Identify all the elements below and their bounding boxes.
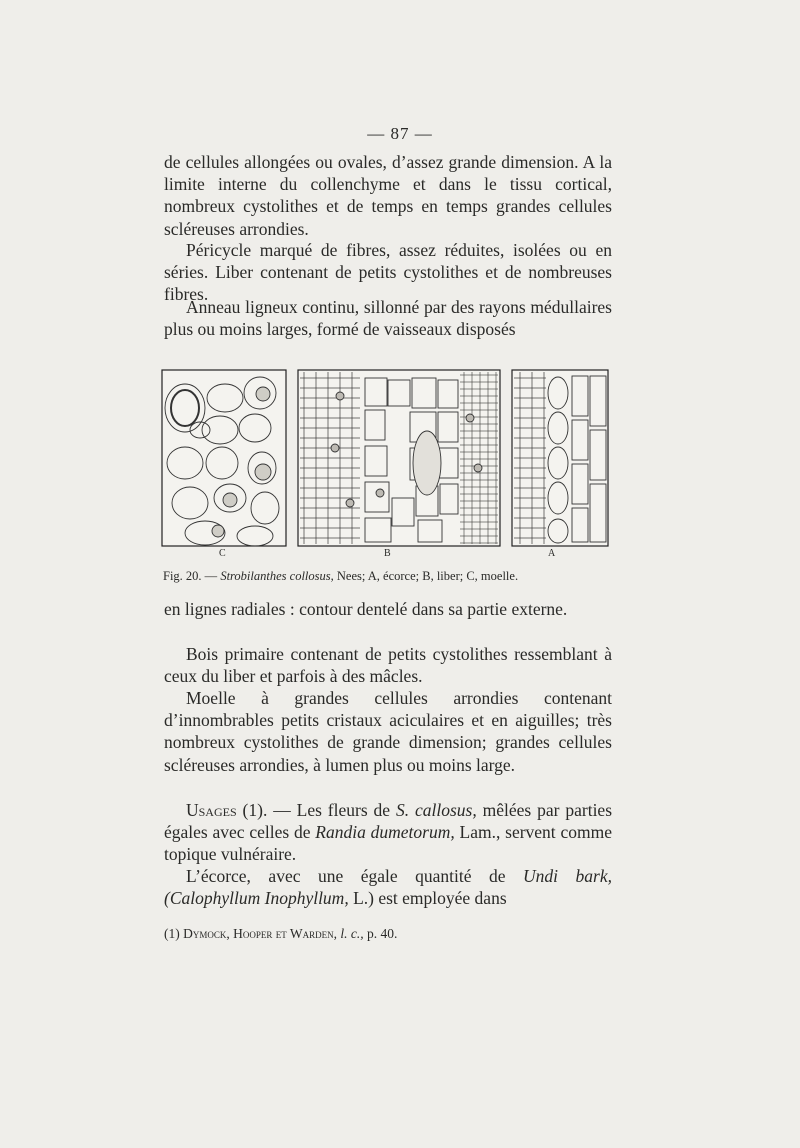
panel-a-cortex <box>512 370 608 546</box>
paragraph-primary-wood: Bois primaire contenant de petits cystolithes ressemblant à ceux du liber et parfois à des mâcles. <box>164 644 612 687</box>
footnote-num: (1) <box>164 926 184 941</box>
usages-species2: Randia dumetorum, <box>315 822 455 843</box>
bark-name1: Undi bark, <box>523 866 612 886</box>
figure-letter-b: B <box>384 548 392 559</box>
bark-start: L’écorce, avec une égale quantité de <box>186 866 524 886</box>
caption-rest: Nees; A, écorce; B, liber; C, moelle. <box>333 569 519 583</box>
usages-note-ref: (1). <box>236 800 268 820</box>
panel-c-pith <box>162 370 286 546</box>
paragraph-woody-ring: Anneau ligneux continu, sillonné par des rayons médullaires plus ou moins larges, formé de vaisseaux disposés <box>164 297 612 340</box>
caption-species: Strobilanthes collosus, <box>220 569 334 583</box>
figure-letter-c: C <box>219 548 227 559</box>
figure-caption <box>163 569 623 584</box>
bark-name2: (Calophyllum Inophyllum, <box>164 888 349 909</box>
paragraph-radial-lines: en lignes radiales : contour dentelé dans sa partie externe. <box>164 599 568 619</box>
usages-species: S. callosus, <box>395 800 477 820</box>
panel-b-liber <box>298 370 500 546</box>
usages-end: Lam., servent comme topique vulnéraire. <box>164 822 612 865</box>
usages-dash: — Les fleurs de <box>267 800 396 820</box>
page-number: — 87 — <box>367 124 433 143</box>
paragraph-pericycle: Péricycle marqué de fibres, assez réduites, isolées ou en séries. Liber contenant de petits cystolithes et de nombreuses fibres. <box>164 240 612 305</box>
histology-figure <box>160 368 610 548</box>
footnote <box>164 926 614 942</box>
paragraph-bark <box>164 865 612 909</box>
footnote-authors: Dymock, Hooper et Warden, <box>183 926 337 941</box>
paragraph-pith: Moelle à grandes cellules arrondies contenant d’innombrables petits cristaux aciculaires et en aiguilles; très nombreux cystolithes de grande dimension; grandes cellules scléreuses arrondies, à lumen plus ou moins large. <box>164 688 612 775</box>
caption-prefix: Fig. 20. — <box>163 569 221 583</box>
footnote-page: p. 40. <box>363 926 398 941</box>
figure-letter-a: A <box>548 548 557 559</box>
usages-mid: mêlées par parties égales avec celles de <box>164 800 613 843</box>
footnote-ref: l. c., <box>337 926 364 941</box>
paragraph-usages <box>164 799 612 866</box>
usages-heading: Usages <box>186 800 237 820</box>
bark-end: L.) est employée dans <box>348 888 507 909</box>
paragraph-cells: de cellules allongées ou ovales, d’assez grande dimension. A la limite interne du collenchyme et dans le tissu cortical, nombreux cystolithes et de temps en temps grandes cellules scléreuses arrondies. <box>164 152 612 239</box>
